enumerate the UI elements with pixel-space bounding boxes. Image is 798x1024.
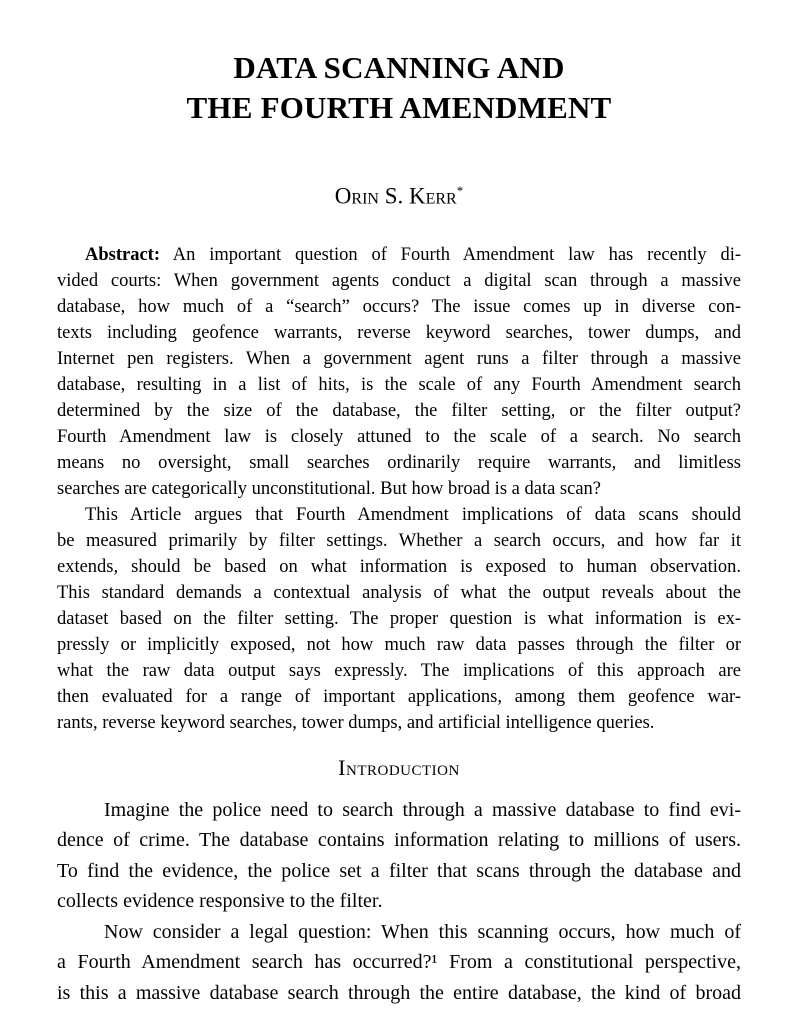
introduction-body [57,795,741,1009]
text-line: then evaluated for a range of important applications, among them geofence war- [57,686,741,707]
abstract-paragraph-2 [57,502,741,736]
text-line: pressly or implicitly exposed, not how much raw data passes through the filter or [57,634,741,655]
text-line: This Article argues that Fourth Amendment implications of data scans should [85,504,741,525]
abstract-first-line-text: An important question of Fourth Amendment law has recently di- [160,244,741,265]
text-line: means no oversight, small searches ordinarily require warrants, and limitless [57,452,741,473]
abstract-paragraph-1-lines [57,268,741,502]
text-line: dataset based on the filter setting. The proper question is what information is ex- [57,608,741,629]
abstract-section [57,242,741,736]
text-line: To find the evidence, the police set a filter that scans through the database and [57,859,741,882]
text-line: determined by the size of the database, the filter setting, or the filter output? [57,400,741,421]
author-name: Orin S. Kerr [334,183,457,209]
article-title-line-2: THE FOURTH AMENDMENT [186,90,612,125]
abstract-paragraph-1 [57,242,741,502]
text-line: Internet pen registers. When a government agent runs a filter through a massive [57,348,741,369]
text-line: a Fourth Amendment search has occurred?¹ From a constitutional perspective, [57,951,741,974]
author-footnote-mark: * [456,183,464,198]
abstract-first-line [57,242,741,268]
text-line: collects evidence responsive to the filter. [57,890,383,913]
section-heading-introduction: Introduction [338,754,460,780]
text-line: be measured primarily by filter settings. Whether a search occurs, and how far it [57,530,741,551]
body-paragraph-1 [57,795,741,917]
text-line: database, resulting in a list of hits, is the scale of any Fourth Amendment search [57,374,741,395]
text-line: is this a massive database search through the entire database, the kind of broad [57,981,741,1004]
text-line: Imagine the police need to search through a massive database to find evi- [104,798,741,821]
body-paragraph-2 [57,917,741,1009]
text-line: searches are categorically unconstitutional. But how broad is a data scan? [57,478,602,499]
text-line: what the raw data output says expressly. The implications of this approach are [57,660,741,681]
article-title-line-1: DATA SCANNING AND [233,50,565,85]
text-line: Fourth Amendment law is closely attuned to the scale of a search. No search [57,426,741,447]
text-line: This standard demands a contextual analysis of what the output reveals about the [57,582,741,603]
text-line: extends, should be based on what information is exposed to human observation. [57,556,741,577]
text-line: texts including geofence warrants, reverse keyword searches, tower dumps, and [57,322,741,343]
abstract-label: Abstract: [85,244,161,265]
text-line: rants, reverse keyword searches, tower dumps, and artificial intelligence queries. [57,712,655,733]
text-line: dence of crime. The database contains information relating to millions of users. [57,829,741,852]
text-line: vided courts: When government agents conduct a digital scan through a massive [57,270,741,291]
author-line [57,178,741,210]
page-content [57,0,741,1008]
text-line: Now consider a legal question: When this scanning occurs, how much of [104,920,741,943]
article-title [57,0,741,128]
text-line: database, how much of a “search” occurs? The issue comes up in diverse con- [57,296,741,317]
